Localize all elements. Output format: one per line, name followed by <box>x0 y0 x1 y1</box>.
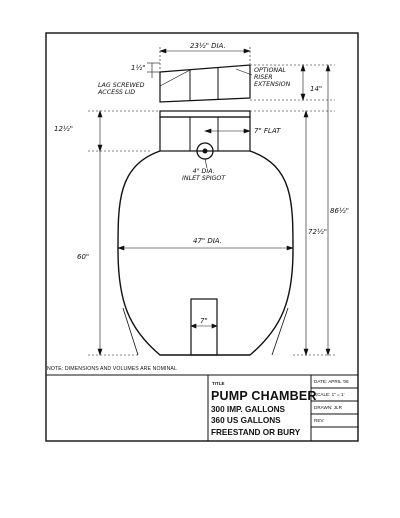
lid-thickness-dimension: 1½" <box>131 64 146 72</box>
riser-label-line2: RISER <box>254 74 273 82</box>
rev-field: REV: <box>314 418 325 423</box>
top-height-dimension: 12½" <box>54 125 73 133</box>
capacity-imperial: 300 IMP. GALLONS <box>211 405 286 414</box>
body-height-dimension: 60" <box>77 253 90 261</box>
capacity-us: 360 US GALLONS <box>211 416 281 425</box>
installation-type: FREESTAND OR BURY <box>211 428 301 437</box>
riser-extension <box>160 65 250 102</box>
access-lid-label-line2: ACCESS LID <box>98 89 136 97</box>
overall-height-dimension: 86½" <box>330 207 349 215</box>
top-width-dimension: 23½" DIA. <box>190 42 226 50</box>
body-width-dimension: 47" DIA. <box>193 237 222 245</box>
riser-label-line3: EXTENSION <box>254 81 291 89</box>
access-lid <box>160 111 250 117</box>
riser-extension-label <box>254 67 290 89</box>
tank-neck <box>160 117 250 151</box>
access-lid-label-line1: LAG SCREWED <box>98 82 145 89</box>
access-lid-label <box>98 82 145 96</box>
riser-height-dimension: 14" <box>310 85 323 93</box>
tank-drawing <box>118 65 293 355</box>
riser-label-line1: OPTIONAL <box>254 67 286 74</box>
drawing-title: PUMP CHAMBER <box>211 389 317 403</box>
drawn-field: DRAWN: JLR <box>314 405 342 410</box>
tank-height-dimension: 72½" <box>308 228 327 236</box>
flat-dimension: 7" FLAT <box>254 127 281 135</box>
title-label: TITLE <box>212 381 225 386</box>
inlet-label-line2: INLET SPIGOT <box>182 175 226 183</box>
bottom-slot-dimension: 7" <box>200 317 208 325</box>
date-field: DATE: APRIL '06 <box>314 379 349 384</box>
inlet-spigot-label <box>182 168 225 182</box>
inlet-label-line1: 4" DIA. <box>192 168 215 175</box>
scale-field: SCALE: 1" = 1' <box>314 392 345 397</box>
nominal-note: NOTE: DIMENSIONS AND VOLUMES ARE NOMINAL <box>47 366 177 372</box>
